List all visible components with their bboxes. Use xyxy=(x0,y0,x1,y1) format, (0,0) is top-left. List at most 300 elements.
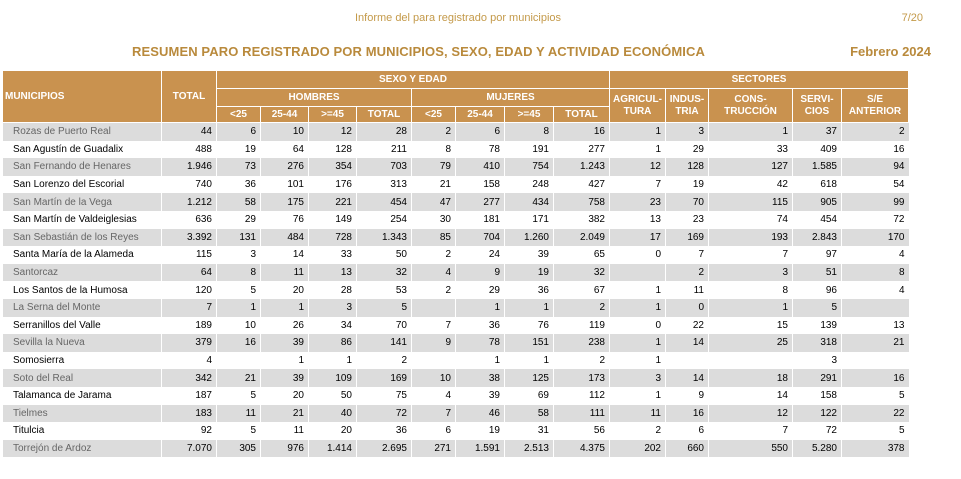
municipio-name: Torrejón de Ardoz xyxy=(3,440,162,458)
cell-total: 183 xyxy=(162,405,217,423)
cell-total: 189 xyxy=(162,317,217,335)
cell-h2: 11 xyxy=(261,422,309,440)
cell-se: 13 xyxy=(842,317,909,335)
cell-h3: 354 xyxy=(309,158,357,176)
report-header xyxy=(0,12,961,28)
table-row xyxy=(3,440,909,458)
cell-h1: 16 xyxy=(217,334,261,352)
cell-se: 54 xyxy=(842,176,909,194)
cell-h2: 26 xyxy=(261,317,309,335)
cell-ser: 122 xyxy=(793,405,842,423)
cell-m1: 79 xyxy=(412,158,456,176)
cell-total: 7.070 xyxy=(162,440,217,458)
cell-h3: 176 xyxy=(309,176,357,194)
municipio-name: San Sebastián de los Reyes xyxy=(3,229,162,247)
table-row xyxy=(3,387,909,405)
cell-h2: 1 xyxy=(261,299,309,317)
cell-total: 187 xyxy=(162,387,217,405)
cell-h1: 36 xyxy=(217,176,261,194)
cell-agr: 13 xyxy=(610,211,666,229)
cell-se: 21 xyxy=(842,334,909,352)
cell-ind: 14 xyxy=(666,334,709,352)
cell-se: 94 xyxy=(842,158,909,176)
cell-h3: 149 xyxy=(309,211,357,229)
municipio-name: Santorcaz xyxy=(3,264,162,282)
cell-h2: 101 xyxy=(261,176,309,194)
col-total: TOTAL xyxy=(162,71,217,123)
cell-m2: 410 xyxy=(456,158,505,176)
cell-h2: 21 xyxy=(261,405,309,423)
cell-h3: 109 xyxy=(309,369,357,387)
cell-mt: 2 xyxy=(554,352,610,370)
cell-ind: 2 xyxy=(666,264,709,282)
cell-m2: 39 xyxy=(456,387,505,405)
cell-h3: 221 xyxy=(309,193,357,211)
cell-con: 42 xyxy=(709,176,793,194)
cell-total: 115 xyxy=(162,246,217,264)
cell-mt: 112 xyxy=(554,387,610,405)
cell-m1 xyxy=(412,352,456,370)
cell-h1: 131 xyxy=(217,229,261,247)
cell-h2: 276 xyxy=(261,158,309,176)
cell-ser: 158 xyxy=(793,387,842,405)
cell-m1: 7 xyxy=(412,317,456,335)
cell-agr: 7 xyxy=(610,176,666,194)
cell-h1: 10 xyxy=(217,317,261,335)
cell-ind: 7 xyxy=(666,246,709,264)
cell-m1: 6 xyxy=(412,422,456,440)
cell-m2: 277 xyxy=(456,193,505,211)
col-m-ge45: >=45 xyxy=(505,107,554,123)
cell-ht: 70 xyxy=(357,317,412,335)
table-row xyxy=(3,211,909,229)
cell-total: 488 xyxy=(162,141,217,159)
cell-mt: 758 xyxy=(554,193,610,211)
cell-m1: 4 xyxy=(412,387,456,405)
municipio-name: San Lorenzo del Escorial xyxy=(3,176,162,194)
cell-se: 5 xyxy=(842,387,909,405)
cell-con: 25 xyxy=(709,334,793,352)
group-mujeres: MUJERES xyxy=(412,89,610,107)
table-row xyxy=(3,141,909,159)
cell-se: 72 xyxy=(842,211,909,229)
group-sexo-edad: SEXO Y EDAD xyxy=(217,71,610,89)
cell-agr: 0 xyxy=(610,317,666,335)
cell-agr: 1 xyxy=(610,141,666,159)
cell-m1: 2 xyxy=(412,123,456,141)
cell-total: 92 xyxy=(162,422,217,440)
cell-m1: 21 xyxy=(412,176,456,194)
cell-h2: 10 xyxy=(261,123,309,141)
table-row xyxy=(3,176,909,194)
cell-m1: 47 xyxy=(412,193,456,211)
cell-m2: 6 xyxy=(456,123,505,141)
cell-mt: 1.243 xyxy=(554,158,610,176)
cell-mt: 277 xyxy=(554,141,610,159)
cell-ind: 6 xyxy=(666,422,709,440)
cell-con: 7 xyxy=(709,422,793,440)
cell-h3: 13 xyxy=(309,264,357,282)
cell-m3: 69 xyxy=(505,387,554,405)
cell-h3: 34 xyxy=(309,317,357,335)
cell-mt: 56 xyxy=(554,422,610,440)
cell-mt: 2 xyxy=(554,299,610,317)
cell-m2: 1.591 xyxy=(456,440,505,458)
group-hombres: HOMBRES xyxy=(217,89,412,107)
cell-total: 4 xyxy=(162,352,217,370)
cell-m3: 151 xyxy=(505,334,554,352)
cell-m2: 38 xyxy=(456,369,505,387)
cell-m1: 4 xyxy=(412,264,456,282)
cell-ht: 2 xyxy=(357,352,412,370)
cell-agr: 1 xyxy=(610,123,666,141)
cell-h2: 484 xyxy=(261,229,309,247)
cell-h1: 1 xyxy=(217,299,261,317)
cell-con xyxy=(709,352,793,370)
table-row xyxy=(3,422,909,440)
cell-ht: 32 xyxy=(357,264,412,282)
cell-h3: 40 xyxy=(309,405,357,423)
cell-ht: 75 xyxy=(357,387,412,405)
cell-m2: 1 xyxy=(456,352,505,370)
cell-h1: 3 xyxy=(217,246,261,264)
cell-ser: 618 xyxy=(793,176,842,194)
cell-se: 5 xyxy=(842,422,909,440)
cell-m3: 754 xyxy=(505,158,554,176)
cell-h1: 11 xyxy=(217,405,261,423)
cell-m2: 158 xyxy=(456,176,505,194)
col-industria: INDUS- TRIA xyxy=(666,89,709,123)
cell-ser: 51 xyxy=(793,264,842,282)
cell-ser: 2.843 xyxy=(793,229,842,247)
cell-ind: 19 xyxy=(666,176,709,194)
cell-se: 4 xyxy=(842,246,909,264)
cell-agr: 1 xyxy=(610,334,666,352)
cell-ind: 9 xyxy=(666,387,709,405)
cell-ht: 36 xyxy=(357,422,412,440)
cell-h2: 39 xyxy=(261,369,309,387)
cell-m1: 85 xyxy=(412,229,456,247)
cell-ht: 50 xyxy=(357,246,412,264)
cell-h3: 128 xyxy=(309,141,357,159)
cell-total: 1.212 xyxy=(162,193,217,211)
cell-m3: 191 xyxy=(505,141,554,159)
cell-h1 xyxy=(217,352,261,370)
col-municipios: MUNICIPIOS xyxy=(3,71,162,123)
cell-se: 16 xyxy=(842,369,909,387)
cell-ind: 11 xyxy=(666,281,709,299)
cell-agr: 17 xyxy=(610,229,666,247)
cell-mt: 382 xyxy=(554,211,610,229)
page-number: 7/20 xyxy=(901,12,923,24)
table-row xyxy=(3,405,909,423)
cell-ser: 139 xyxy=(793,317,842,335)
cell-m3: 248 xyxy=(505,176,554,194)
table-row xyxy=(3,352,909,370)
cell-h1: 29 xyxy=(217,211,261,229)
table-row xyxy=(3,317,909,335)
cell-m3: 125 xyxy=(505,369,554,387)
cell-ser: 409 xyxy=(793,141,842,159)
cell-m1: 8 xyxy=(412,141,456,159)
cell-total: 342 xyxy=(162,369,217,387)
table-row xyxy=(3,229,909,247)
cell-m2: 181 xyxy=(456,211,505,229)
cell-con: 14 xyxy=(709,387,793,405)
cell-m2: 24 xyxy=(456,246,505,264)
cell-m1: 7 xyxy=(412,405,456,423)
table-row xyxy=(3,264,909,282)
cell-agr: 2 xyxy=(610,422,666,440)
cell-mt: 238 xyxy=(554,334,610,352)
cell-m2: 78 xyxy=(456,334,505,352)
cell-ind: 16 xyxy=(666,405,709,423)
cell-ind: 23 xyxy=(666,211,709,229)
cell-mt: 173 xyxy=(554,369,610,387)
cell-ht: 454 xyxy=(357,193,412,211)
cell-h1: 21 xyxy=(217,369,261,387)
cell-ind: 128 xyxy=(666,158,709,176)
cell-h2: 175 xyxy=(261,193,309,211)
cell-m3: 1.260 xyxy=(505,229,554,247)
cell-mt: 427 xyxy=(554,176,610,194)
cell-ht: 28 xyxy=(357,123,412,141)
cell-m3: 8 xyxy=(505,123,554,141)
cell-m3: 58 xyxy=(505,405,554,423)
cell-ind: 14 xyxy=(666,369,709,387)
cell-se: 170 xyxy=(842,229,909,247)
cell-m3: 2.513 xyxy=(505,440,554,458)
cell-ser: 291 xyxy=(793,369,842,387)
municipio-name: Somosierra xyxy=(3,352,162,370)
municipio-name: Tielmes xyxy=(3,405,162,423)
municipio-name: Santa María de la Alameda xyxy=(3,246,162,264)
cell-se: 22 xyxy=(842,405,909,423)
cell-m1: 271 xyxy=(412,440,456,458)
cell-con: 12 xyxy=(709,405,793,423)
cell-h1: 305 xyxy=(217,440,261,458)
col-h-total: TOTAL xyxy=(357,107,412,123)
municipio-name: Soto del Real xyxy=(3,369,162,387)
table-row xyxy=(3,158,909,176)
col-se-anterior: S/E ANTERIOR xyxy=(842,89,909,123)
municipio-name: La Serna del Monte xyxy=(3,299,162,317)
cell-ser: 72 xyxy=(793,422,842,440)
cell-mt: 65 xyxy=(554,246,610,264)
cell-m3: 1 xyxy=(505,299,554,317)
cell-m2: 19 xyxy=(456,422,505,440)
cell-con: 3 xyxy=(709,264,793,282)
cell-ht: 211 xyxy=(357,141,412,159)
cell-con: 18 xyxy=(709,369,793,387)
municipio-name: Serranillos del Valle xyxy=(3,317,162,335)
cell-mt: 2.049 xyxy=(554,229,610,247)
col-h-25-44: 25-44 xyxy=(261,107,309,123)
cell-h1: 8 xyxy=(217,264,261,282)
cell-agr: 3 xyxy=(610,369,666,387)
municipio-name: San Martín de la Vega xyxy=(3,193,162,211)
col-servicios: SERVI- CIOS xyxy=(793,89,842,123)
cell-ht: 141 xyxy=(357,334,412,352)
col-construccion: CONS- TRUCCIÓN xyxy=(709,89,793,123)
cell-agr: 1 xyxy=(610,352,666,370)
cell-ser: 905 xyxy=(793,193,842,211)
cell-h3: 1 xyxy=(309,352,357,370)
cell-se: 16 xyxy=(842,141,909,159)
report-subtitle: Informe del para registrado por municipios xyxy=(354,12,562,24)
municipio-name: Rozas de Puerto Real xyxy=(3,123,162,141)
table-body xyxy=(3,123,909,458)
cell-h2: 976 xyxy=(261,440,309,458)
municipio-name: San Agustín de Guadalix xyxy=(3,141,162,159)
page-title: RESUMEN PARO REGISTRADO POR MUNICIPIOS, SEXO, EDAD Y ACTIVIDAD ECONÓMICA xyxy=(132,44,705,59)
cell-m3: 76 xyxy=(505,317,554,335)
col-h-lt25: <25 xyxy=(217,107,261,123)
cell-h2: 14 xyxy=(261,246,309,264)
cell-ind: 3 xyxy=(666,123,709,141)
cell-h1: 5 xyxy=(217,281,261,299)
cell-con: 193 xyxy=(709,229,793,247)
municipio-name: San Martín de Valdeiglesias xyxy=(3,211,162,229)
cell-ht: 313 xyxy=(357,176,412,194)
table-row xyxy=(3,246,909,264)
cell-h3: 3 xyxy=(309,299,357,317)
cell-m1: 9 xyxy=(412,334,456,352)
municipio-name: Titulcia xyxy=(3,422,162,440)
cell-ind: 22 xyxy=(666,317,709,335)
cell-ht: 5 xyxy=(357,299,412,317)
cell-h1: 58 xyxy=(217,193,261,211)
cell-con: 15 xyxy=(709,317,793,335)
cell-h2: 11 xyxy=(261,264,309,282)
cell-ind: 660 xyxy=(666,440,709,458)
table-row xyxy=(3,334,909,352)
cell-total: 1.946 xyxy=(162,158,217,176)
cell-mt: 67 xyxy=(554,281,610,299)
cell-m1: 2 xyxy=(412,281,456,299)
col-m-lt25: <25 xyxy=(412,107,456,123)
cell-ind: 29 xyxy=(666,141,709,159)
table-row xyxy=(3,299,909,317)
cell-m2: 78 xyxy=(456,141,505,159)
cell-ind: 0 xyxy=(666,299,709,317)
cell-m2: 1 xyxy=(456,299,505,317)
report-date: Febrero 2024 xyxy=(850,44,931,59)
cell-h3: 12 xyxy=(309,123,357,141)
cell-ht: 703 xyxy=(357,158,412,176)
cell-total: 7 xyxy=(162,299,217,317)
cell-m3: 1 xyxy=(505,352,554,370)
cell-con: 74 xyxy=(709,211,793,229)
cell-h3: 728 xyxy=(309,229,357,247)
cell-ser: 1.585 xyxy=(793,158,842,176)
col-agricultura: AGRICUL- TURA xyxy=(610,89,666,123)
cell-h2: 1 xyxy=(261,352,309,370)
cell-m2: 704 xyxy=(456,229,505,247)
cell-ser: 37 xyxy=(793,123,842,141)
cell-h1: 5 xyxy=(217,422,261,440)
cell-m2: 36 xyxy=(456,317,505,335)
cell-con: 1 xyxy=(709,123,793,141)
cell-m3: 36 xyxy=(505,281,554,299)
cell-mt: 4.375 xyxy=(554,440,610,458)
cell-ht: 72 xyxy=(357,405,412,423)
cell-m3: 171 xyxy=(505,211,554,229)
cell-se: 378 xyxy=(842,440,909,458)
cell-ind: 70 xyxy=(666,193,709,211)
cell-se: 99 xyxy=(842,193,909,211)
cell-h1: 6 xyxy=(217,123,261,141)
cell-h3: 20 xyxy=(309,422,357,440)
cell-ser: 5 xyxy=(793,299,842,317)
cell-con: 7 xyxy=(709,246,793,264)
cell-ser: 454 xyxy=(793,211,842,229)
cell-ser: 96 xyxy=(793,281,842,299)
cell-con: 127 xyxy=(709,158,793,176)
cell-m1 xyxy=(412,299,456,317)
table-row xyxy=(3,281,909,299)
cell-se: 8 xyxy=(842,264,909,282)
cell-ser: 5.280 xyxy=(793,440,842,458)
cell-agr: 23 xyxy=(610,193,666,211)
cell-ht: 2.695 xyxy=(357,440,412,458)
cell-h3: 28 xyxy=(309,281,357,299)
cell-h2: 76 xyxy=(261,211,309,229)
cell-h2: 64 xyxy=(261,141,309,159)
cell-m2: 9 xyxy=(456,264,505,282)
cell-m3: 39 xyxy=(505,246,554,264)
cell-con: 8 xyxy=(709,281,793,299)
cell-mt: 111 xyxy=(554,405,610,423)
cell-total: 120 xyxy=(162,281,217,299)
cell-h3: 50 xyxy=(309,387,357,405)
cell-agr: 12 xyxy=(610,158,666,176)
municipio-name: Los Santos de la Humosa xyxy=(3,281,162,299)
cell-m2: 29 xyxy=(456,281,505,299)
municipio-name: Sevilla la Nueva xyxy=(3,334,162,352)
cell-h2: 20 xyxy=(261,387,309,405)
cell-m1: 2 xyxy=(412,246,456,264)
cell-se xyxy=(842,299,909,317)
cell-h3: 1.414 xyxy=(309,440,357,458)
cell-con: 550 xyxy=(709,440,793,458)
cell-se: 2 xyxy=(842,123,909,141)
cell-se: 4 xyxy=(842,281,909,299)
cell-h1: 19 xyxy=(217,141,261,159)
cell-h1: 5 xyxy=(217,387,261,405)
cell-total: 64 xyxy=(162,264,217,282)
cell-con: 1 xyxy=(709,299,793,317)
municipio-name: Talamanca de Jarama xyxy=(3,387,162,405)
table-row xyxy=(3,123,909,141)
col-m-25-44: 25-44 xyxy=(456,107,505,123)
cell-ind xyxy=(666,352,709,370)
cell-agr: 11 xyxy=(610,405,666,423)
cell-total: 44 xyxy=(162,123,217,141)
cell-ind: 169 xyxy=(666,229,709,247)
cell-ht: 254 xyxy=(357,211,412,229)
cell-m1: 30 xyxy=(412,211,456,229)
cell-h3: 86 xyxy=(309,334,357,352)
cell-agr: 1 xyxy=(610,299,666,317)
cell-h1: 73 xyxy=(217,158,261,176)
cell-h2: 20 xyxy=(261,281,309,299)
cell-ser: 3 xyxy=(793,352,842,370)
cell-ser: 318 xyxy=(793,334,842,352)
cell-total: 740 xyxy=(162,176,217,194)
cell-agr: 1 xyxy=(610,281,666,299)
cell-mt: 119 xyxy=(554,317,610,335)
